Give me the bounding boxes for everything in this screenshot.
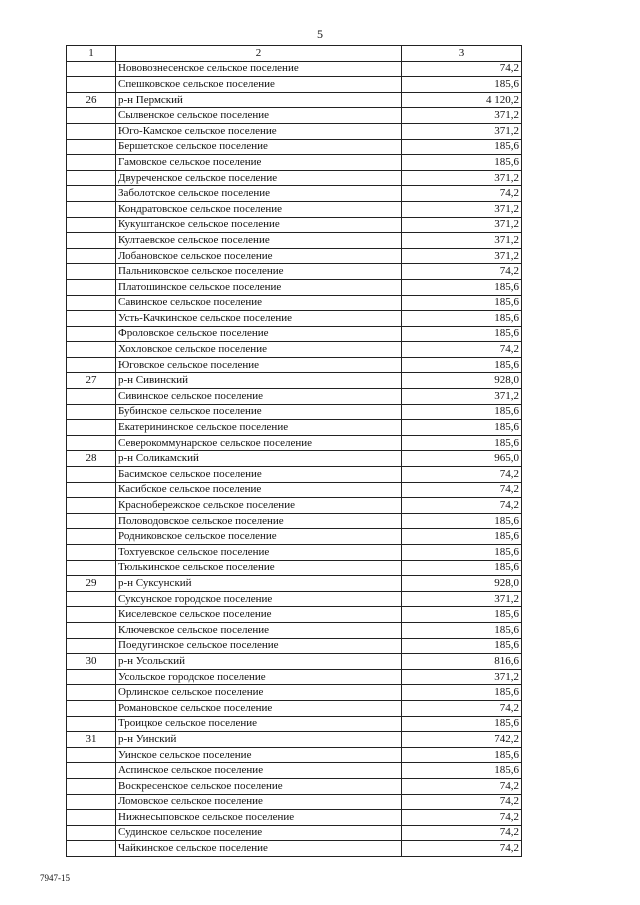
row-number-cell (67, 108, 116, 124)
amount-cell: 74,2 (402, 61, 522, 77)
settlement-name-cell: Сивинское сельское поселение (116, 389, 402, 405)
row-number-cell (67, 139, 116, 155)
row-number-cell (67, 529, 116, 545)
table-row (67, 654, 522, 670)
row-number-cell: 26 (67, 92, 116, 108)
amount-cell: 185,6 (402, 529, 522, 545)
amount-cell: 185,6 (402, 638, 522, 654)
table-row (67, 357, 522, 373)
settlement-name-cell: Нижнесыповское сельское поселение (116, 810, 402, 826)
amount-cell: 185,6 (402, 279, 522, 295)
table-row (67, 201, 522, 217)
amount-cell: 742,2 (402, 732, 522, 748)
table-row (67, 763, 522, 779)
table-header-row (67, 46, 522, 62)
amount-cell: 74,2 (402, 810, 522, 826)
settlement-name-cell: Северокоммунарское сельское поселение (116, 435, 402, 451)
settlement-name-cell: Юго-Камское сельское поселение (116, 123, 402, 139)
amount-cell: 371,2 (402, 201, 522, 217)
row-number-cell (67, 763, 116, 779)
settlement-name-cell: Култаевское сельское поселение (116, 233, 402, 249)
row-number-cell: 27 (67, 373, 116, 389)
table-row (67, 716, 522, 732)
table-row (67, 451, 522, 467)
row-number-cell (67, 545, 116, 561)
settlement-name-cell: Заболотское сельское поселение (116, 186, 402, 202)
settlement-name-cell: р-н Усольский (116, 654, 402, 670)
row-number-cell (67, 498, 116, 514)
settlement-name-cell: р-н Соликамский (116, 451, 402, 467)
amount-cell: 185,6 (402, 435, 522, 451)
settlement-name-cell: Басимское сельское поселение (116, 467, 402, 483)
settlement-name-cell: Пальниковское сельское поселение (116, 264, 402, 280)
row-number-cell (67, 404, 116, 420)
document-code: 7947-15 (40, 873, 70, 883)
amount-cell: 185,6 (402, 513, 522, 529)
table-row (67, 529, 522, 545)
settlement-name-cell: Нововознесенское сельское поселение (116, 61, 402, 77)
settlement-name-cell: Хохловское сельское поселение (116, 342, 402, 358)
row-number-cell (67, 700, 116, 716)
settlement-name-cell: Судинское сельское поселение (116, 825, 402, 841)
amount-cell: 928,0 (402, 576, 522, 592)
row-number-cell (67, 342, 116, 358)
table-row (67, 92, 522, 108)
settlement-name-cell: Суксунское городское поселение (116, 591, 402, 607)
table-row (67, 108, 522, 124)
amount-cell: 965,0 (402, 451, 522, 467)
amount-cell: 371,2 (402, 591, 522, 607)
row-number-cell: 30 (67, 654, 116, 670)
amount-cell: 371,2 (402, 248, 522, 264)
settlement-name-cell: Усть-Качкинское сельское поселение (116, 311, 402, 327)
settlement-name-cell: Троицкое сельское поселение (116, 716, 402, 732)
row-number-cell (67, 61, 116, 77)
amount-cell: 185,6 (402, 545, 522, 561)
settlement-name-cell: Киселевское сельское поселение (116, 607, 402, 623)
row-number-cell: 29 (67, 576, 116, 592)
row-number-cell (67, 248, 116, 264)
row-number-cell (67, 201, 116, 217)
settlement-name-cell: Уинское сельское поселение (116, 747, 402, 763)
table-row (67, 810, 522, 826)
table-row (67, 560, 522, 576)
settlement-name-cell: Половодовское сельское поселение (116, 513, 402, 529)
settlement-name-cell: Сылвенское сельское поселение (116, 108, 402, 124)
table-row (67, 841, 522, 857)
settlement-name-cell: Орлинское сельское поселение (116, 685, 402, 701)
row-number-cell (67, 560, 116, 576)
amount-cell: 185,6 (402, 357, 522, 373)
settlement-name-cell: Савинское сельское поселение (116, 295, 402, 311)
row-number-cell (67, 513, 116, 529)
settlement-name-cell: Поедугинское сельское поселение (116, 638, 402, 654)
row-number-cell (67, 279, 116, 295)
settlement-name-cell: Кондратовское сельское поселение (116, 201, 402, 217)
settlement-name-cell: р-н Пермский (116, 92, 402, 108)
table-row (67, 248, 522, 264)
row-number-cell (67, 311, 116, 327)
row-number-cell: 28 (67, 451, 116, 467)
table-row (67, 155, 522, 171)
row-number-cell: 31 (67, 732, 116, 748)
amount-cell: 185,6 (402, 560, 522, 576)
table-row (67, 482, 522, 498)
settlement-name-cell: Усольское городское поселение (116, 669, 402, 685)
amount-cell: 185,6 (402, 716, 522, 732)
row-number-cell (67, 420, 116, 436)
amount-cell: 74,2 (402, 467, 522, 483)
amount-cell: 74,2 (402, 482, 522, 498)
row-number-cell (67, 841, 116, 857)
row-number-cell (67, 467, 116, 483)
amount-cell: 185,6 (402, 295, 522, 311)
amount-cell: 928,0 (402, 373, 522, 389)
table-row (67, 279, 522, 295)
table-row (67, 217, 522, 233)
table-row (67, 747, 522, 763)
settlement-name-cell: Аспинское сельское поселение (116, 763, 402, 779)
table-row (67, 170, 522, 186)
row-number-cell (67, 217, 116, 233)
row-number-cell (67, 638, 116, 654)
table-row (67, 61, 522, 77)
amount-cell: 74,2 (402, 825, 522, 841)
table-row (67, 794, 522, 810)
table-row (67, 295, 522, 311)
settlement-name-cell: Касибское сельское поселение (116, 482, 402, 498)
settlement-name-cell: Тюлькинское сельское поселение (116, 560, 402, 576)
row-number-cell (67, 794, 116, 810)
table-row (67, 186, 522, 202)
settlement-name-cell: Лобановское сельское поселение (116, 248, 402, 264)
column-header-value: 3 (402, 46, 522, 62)
settlement-name-cell: Фроловское сельское поселение (116, 326, 402, 342)
table-row (67, 700, 522, 716)
amount-cell: 371,2 (402, 389, 522, 405)
amount-cell: 185,6 (402, 763, 522, 779)
table-row (67, 420, 522, 436)
amount-cell: 74,2 (402, 700, 522, 716)
settlement-name-cell: Спешковское сельское поселение (116, 77, 402, 93)
settlement-name-cell: Ключевское сельское поселение (116, 622, 402, 638)
table-row (67, 467, 522, 483)
table-row (67, 576, 522, 592)
amount-cell: 371,2 (402, 669, 522, 685)
table-row (67, 513, 522, 529)
settlement-name-cell: Чайкинское сельское поселение (116, 841, 402, 857)
settlement-name-cell: Ломовское сельское поселение (116, 794, 402, 810)
table-row (67, 778, 522, 794)
column-header-name: 2 (116, 46, 402, 62)
amount-cell: 816,6 (402, 654, 522, 670)
row-number-cell (67, 326, 116, 342)
row-number-cell (67, 810, 116, 826)
table-row (67, 139, 522, 155)
settlement-name-cell: Воскресенское сельское поселение (116, 778, 402, 794)
settlement-name-cell: р-н Уинский (116, 732, 402, 748)
settlement-name-cell: Кукуштанское сельское поселение (116, 217, 402, 233)
table-row (67, 435, 522, 451)
table-row (67, 732, 522, 748)
row-number-cell (67, 607, 116, 623)
amount-cell: 4 120,2 (402, 92, 522, 108)
amount-cell: 74,2 (402, 841, 522, 857)
column-header-number: 1 (67, 46, 116, 62)
page-number: 5 (317, 27, 323, 41)
table-row (67, 622, 522, 638)
row-number-cell (67, 186, 116, 202)
row-number-cell (67, 123, 116, 139)
amount-cell: 74,2 (402, 498, 522, 514)
amount-cell: 371,2 (402, 108, 522, 124)
table-row (67, 669, 522, 685)
amount-cell: 371,2 (402, 217, 522, 233)
table-row (67, 825, 522, 841)
row-number-cell (67, 482, 116, 498)
row-number-cell (67, 591, 116, 607)
settlement-name-cell: р-н Суксунский (116, 576, 402, 592)
table-body (67, 61, 522, 856)
amount-cell: 185,6 (402, 77, 522, 93)
row-number-cell (67, 622, 116, 638)
row-number-cell (67, 778, 116, 794)
amount-cell: 371,2 (402, 170, 522, 186)
settlement-name-cell: Краснобережское сельское поселение (116, 498, 402, 514)
settlement-name-cell: Родниковское сельское поселение (116, 529, 402, 545)
row-number-cell (67, 669, 116, 685)
settlement-name-cell: Романовское сельское поселение (116, 700, 402, 716)
amount-cell: 185,6 (402, 326, 522, 342)
amount-cell: 185,6 (402, 685, 522, 701)
row-number-cell (67, 685, 116, 701)
settlement-name-cell: Двуреченское сельское поселение (116, 170, 402, 186)
row-number-cell (67, 77, 116, 93)
settlement-name-cell: Бубинское сельское поселение (116, 404, 402, 420)
table-row (67, 123, 522, 139)
row-number-cell (67, 389, 116, 405)
row-number-cell (67, 155, 116, 171)
amount-cell: 74,2 (402, 186, 522, 202)
amount-cell: 185,6 (402, 404, 522, 420)
amount-cell: 185,6 (402, 607, 522, 623)
amount-cell: 185,6 (402, 139, 522, 155)
table-row (67, 311, 522, 327)
amount-cell: 371,2 (402, 233, 522, 249)
allocation-table (66, 45, 522, 857)
table-row (67, 77, 522, 93)
settlement-name-cell: р-н Сивинский (116, 373, 402, 389)
amount-cell: 185,6 (402, 311, 522, 327)
amount-cell: 185,6 (402, 420, 522, 436)
table-header (67, 46, 522, 62)
row-number-cell (67, 747, 116, 763)
table-row (67, 607, 522, 623)
table-row (67, 638, 522, 654)
table-row (67, 342, 522, 358)
row-number-cell (67, 435, 116, 451)
amount-cell: 371,2 (402, 123, 522, 139)
table-row (67, 389, 522, 405)
row-number-cell (67, 716, 116, 732)
settlement-name-cell: Юговское сельское поселение (116, 357, 402, 373)
amount-cell: 74,2 (402, 342, 522, 358)
amount-cell: 185,6 (402, 622, 522, 638)
table-row (67, 373, 522, 389)
table-row (67, 685, 522, 701)
row-number-cell (67, 233, 116, 249)
table-row (67, 591, 522, 607)
amount-cell: 74,2 (402, 794, 522, 810)
amount-cell: 185,6 (402, 155, 522, 171)
row-number-cell (67, 357, 116, 373)
settlement-name-cell: Гамовское сельское поселение (116, 155, 402, 171)
settlement-name-cell: Платошинское сельское поселение (116, 279, 402, 295)
row-number-cell (67, 264, 116, 280)
row-number-cell (67, 825, 116, 841)
settlement-name-cell: Екатерининское сельское поселение (116, 420, 402, 436)
table-row (67, 326, 522, 342)
settlement-name-cell: Бершетское сельское поселение (116, 139, 402, 155)
row-number-cell (67, 170, 116, 186)
amount-cell: 185,6 (402, 747, 522, 763)
table-row (67, 264, 522, 280)
table-row (67, 498, 522, 514)
row-number-cell (67, 295, 116, 311)
amount-cell: 74,2 (402, 778, 522, 794)
table-row (67, 233, 522, 249)
amount-cell: 74,2 (402, 264, 522, 280)
table-row (67, 404, 522, 420)
settlement-name-cell: Тохтуевское сельское поселение (116, 545, 402, 561)
table-row (67, 545, 522, 561)
